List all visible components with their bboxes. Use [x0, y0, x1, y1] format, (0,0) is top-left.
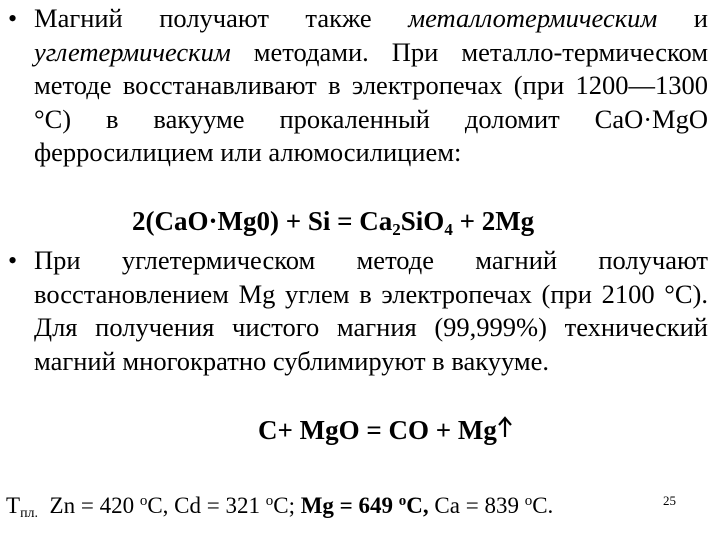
formula-part: SiO [400, 206, 445, 236]
formula-carbothermic [258, 413, 512, 447]
cd-unit: С; [273, 493, 301, 518]
formula-dolomite-reduction [132, 204, 534, 238]
footer-t: Т [6, 493, 21, 518]
bullet-item-1 [6, 2, 708, 170]
page-number: 25 [663, 493, 676, 508]
zn-value: Zn = 420 [49, 493, 140, 518]
text-segment: Магний получают также [34, 3, 409, 33]
bullet-text-1 [34, 2, 708, 170]
text-segment: и [657, 3, 708, 33]
formula-part: + 2Mg [452, 206, 535, 236]
bullet-item-2 [6, 244, 708, 378]
formula-subscript: 2 [392, 220, 401, 239]
cd-value: С, Cd = 321 [147, 493, 266, 518]
italic-term: углетермическим [34, 36, 231, 67]
degree-mark: o [398, 493, 407, 509]
bullet-dot: • [8, 246, 18, 275]
formula-subscript: 4 [444, 220, 453, 239]
degree-mark: o [524, 493, 533, 509]
text-segment: методами. При металло-термическом методе восстанавливают в электропечах (при 1200—1300 °С) в вакууме прокаленный доломит СаО·МgО ферросилицием или алюмосилицием: [34, 36, 708, 167]
formula-part: Mg0) + Si = Ca [217, 206, 393, 236]
bullet-text-2: При углетермическом методе магний получают восстановлением Мg углем в электропечах (при 2100 °С). Для получения чистого магния (99,999%) технический магний многократно сублимируют в вакууме. [34, 245, 708, 376]
formula-part: 2(CaO [132, 206, 209, 236]
mg-melting-point [301, 493, 429, 518]
mg-value: Mg = 649 [300, 493, 399, 518]
footer-t-subscript: пл. [20, 506, 39, 521]
mg-unit: С, [406, 493, 429, 518]
formula-part: C+ MgO = CO + Mg [258, 415, 497, 445]
melting-points-line [6, 491, 553, 521]
degree-mark: o [265, 493, 274, 509]
ca-value: Ca = 839 [428, 493, 525, 518]
up-arrow-icon [498, 416, 512, 438]
ca-unit: С. [532, 493, 554, 518]
degree-mark: o [139, 493, 148, 509]
italic-term: металлотермическим [408, 3, 658, 33]
bullet-dot: • [8, 4, 18, 33]
formula-dot: · [208, 206, 218, 236]
